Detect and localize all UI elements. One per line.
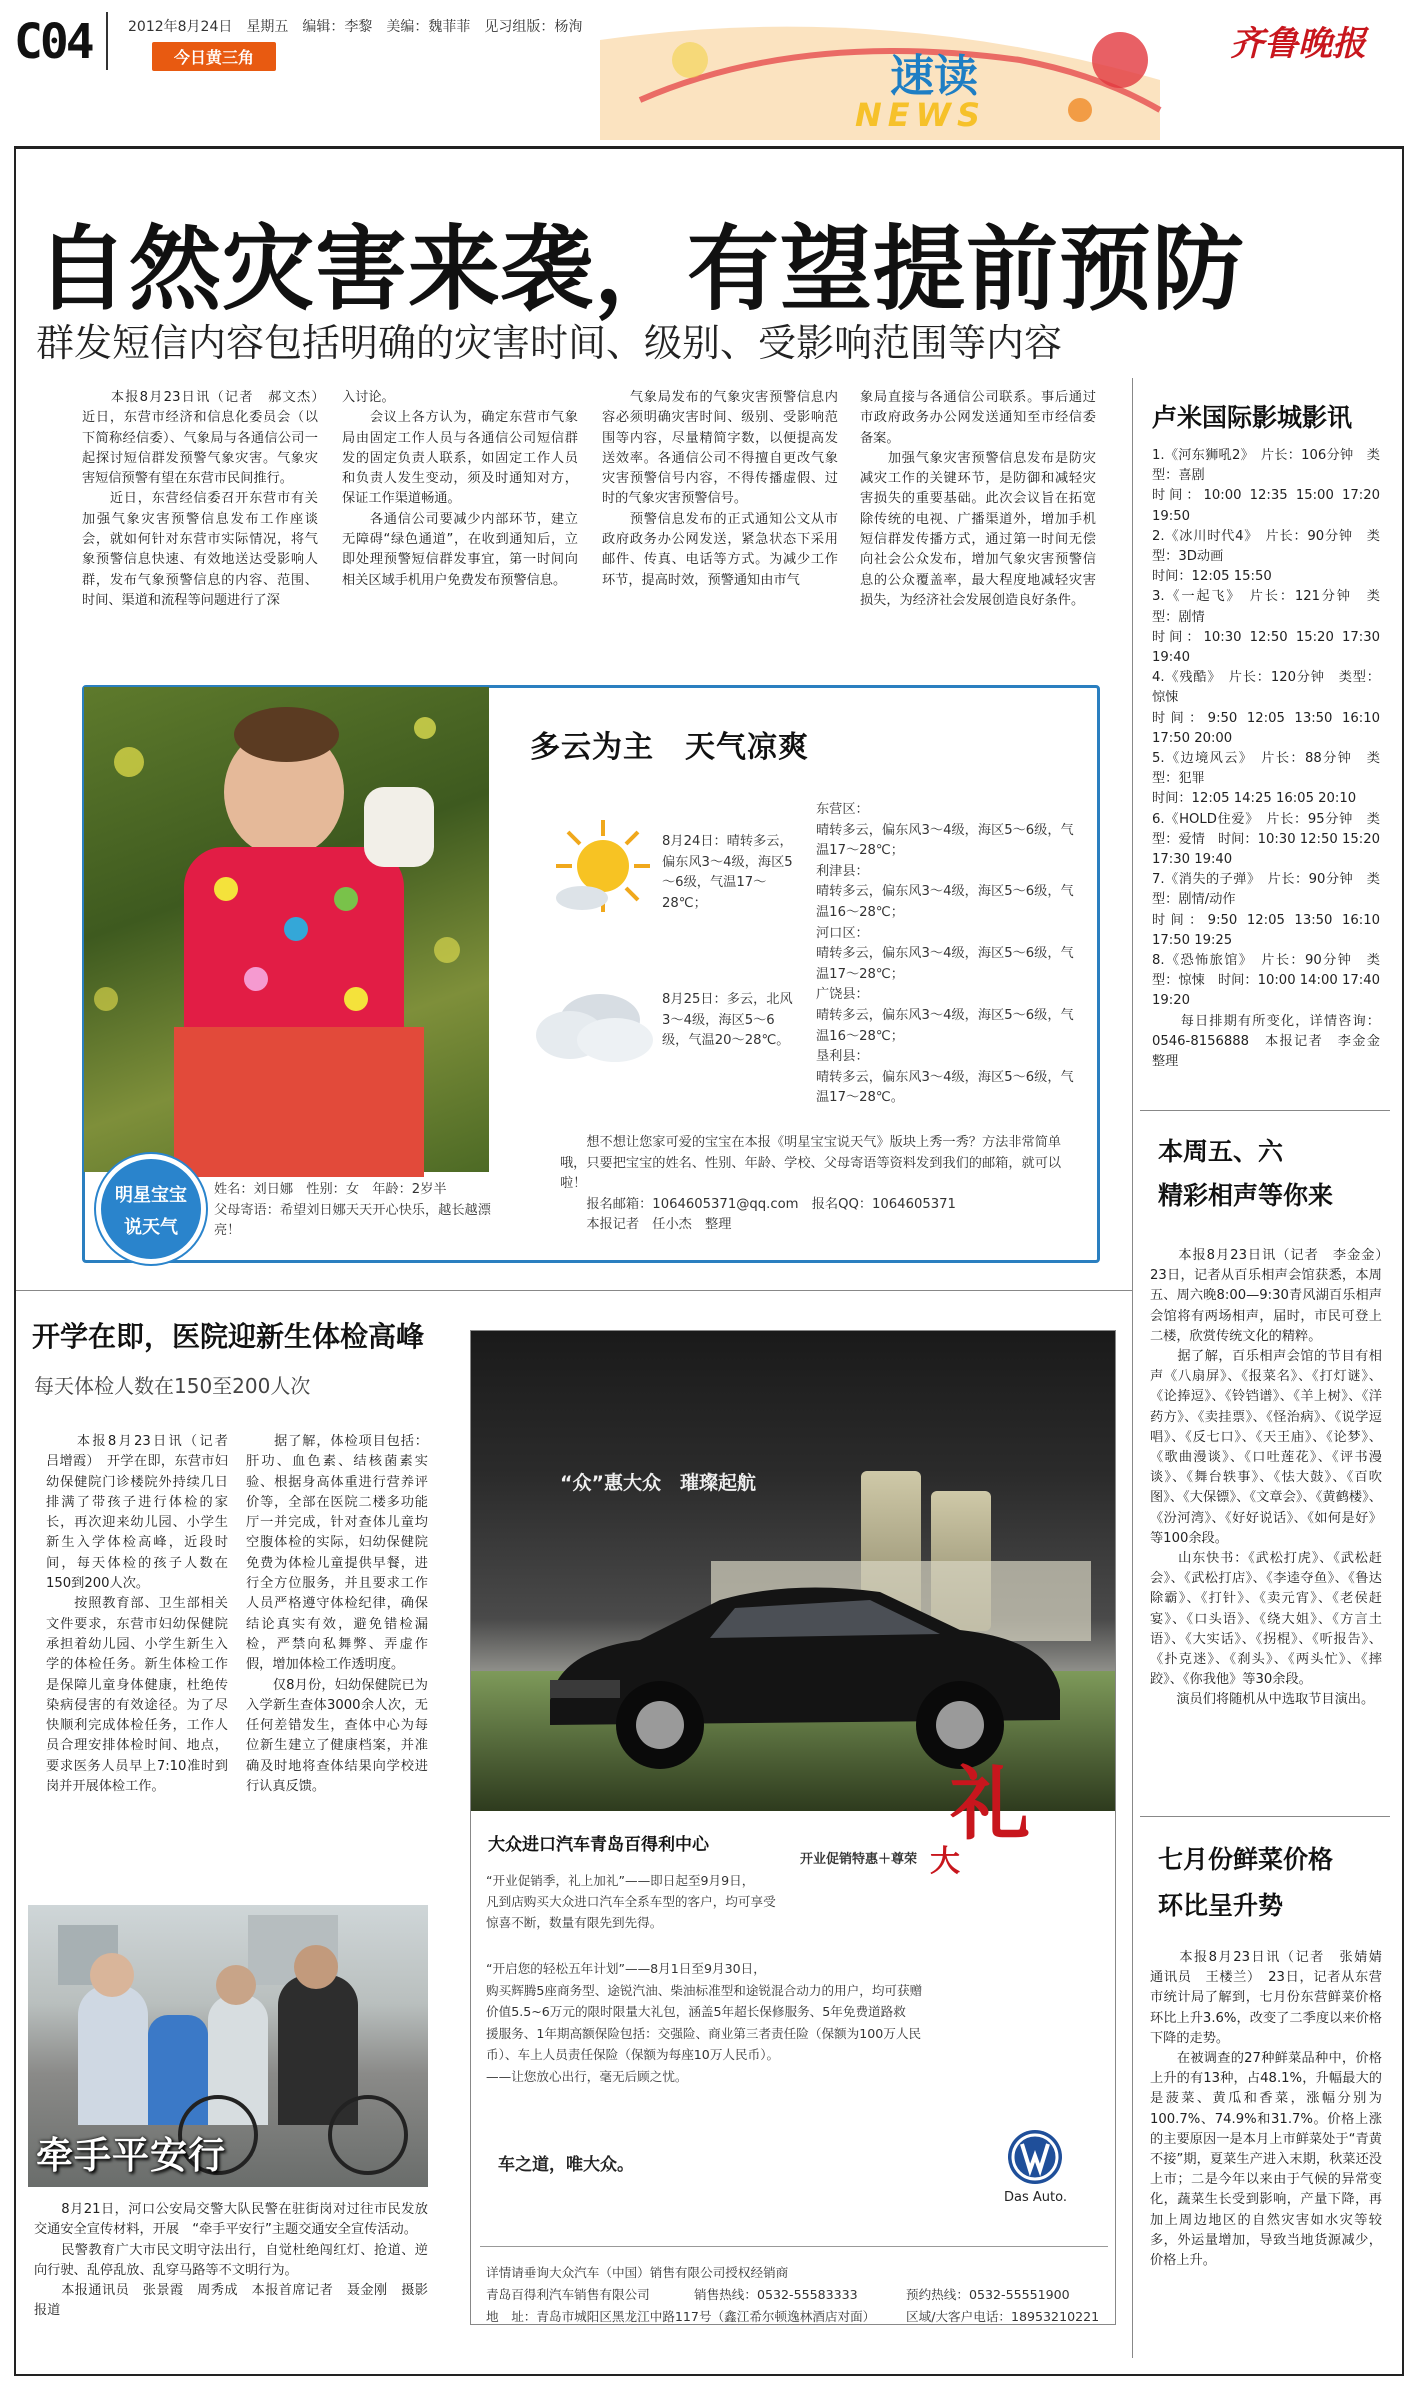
mid-rule bbox=[16, 1290, 1132, 1291]
sidebar-rule-2 bbox=[1140, 1816, 1390, 1817]
ad-footer-booking: 预约热线：0532-55551900 bbox=[906, 2287, 1070, 2302]
header-divider bbox=[106, 12, 108, 70]
health-col-2: 据了解，体检项目包括：肝功、血色素、结核菌素实验、根据身高体重进行营养评价等，全部在医院二楼多功能厅一并完成，针对查体儿童均空腹体检的实际，妇幼保健院免费为体检儿童提供早餐，进行全方位服务，并且要求工作人员严格遵守体检纪律，确保结论真实有效，避免错检漏检，严禁向私舞弊、弄虚作假，增加体检工作透明度。 仅8月份，妇幼保健院已为入学新生查体3000余人次，无任何差错发生，查体中心为每位新生建立了健康档案，并准确及时地将查体结果向学校进行认真反馈。 bbox=[246, 1434, 428, 1795]
main-col-3: 气象局发布的气象灾害预警信息内容必须明确灾害时间、级别、受影响范围等内容，尽量精简字数，以便提高发送效率。各通信公司不得擅自更改气象灾害预警信号内容，不得传播虚假、过时的气象灾害预警信号。 预警信息发布的正式通知公文从市政府政务办公网发送，紧急状态下采用邮件、传真、电话等方式。为减少工作环节，提高时效，预警通知由市气 bbox=[602, 390, 838, 588]
right-border bbox=[1402, 146, 1404, 2376]
vw-logo-icon bbox=[1006, 2128, 1064, 2186]
sidebar-rule-1 bbox=[1140, 1110, 1390, 1111]
header-meta: 2012年8月24日 星期五 编辑：李黎 美编：魏菲菲 见习组版：杨洵 bbox=[128, 19, 583, 35]
ad-footer-vip: 区域/大客户电话：18953210221 bbox=[906, 2309, 1100, 2324]
xiangsheng-title-1: 本周五、六 bbox=[1158, 1137, 1284, 1166]
health-title: 开学在即，医院迎新生体检高峰 bbox=[32, 1320, 425, 1353]
baby-call: 想不想让您家可爱的宝宝在本报《明星宝宝说天气》版块上秀一秀？方法非常简单哦，只要把宝宝的姓名、性别、年龄、学校、父母寄语等资料发到我们的邮箱，就可以啦！ 报名邮箱：1064605371@qq.com 报名QQ：1064605371 本报记者 任小杰 整理 bbox=[560, 1135, 1062, 1233]
health-col-1: 本报8月23日讯（记者 吕增霞） 开学在即，东营市妇幼保健院门诊楼院外持续几日排满了带孩子进行体检的家长，再次迎来幼儿园、小学生新生入学体检高峰，近段时间，每天体检的孩子人数在150到200人次。 按照教育部、卫生部相关文件要求，东营市妇幼保健院承担着幼儿园、小学生新生入学的体检任务。新生体检工作是保障儿童身体健康，杜绝传染病侵害的有效途径。为了尽快顺利完成体检任务，工作人员合理安排体检时间、地点，要求医务人员早上7:10准时到岗并开展体检工作。 bbox=[46, 1434, 228, 1795]
ad-footer-address: 地 址：青岛市城阳区黑龙江中路117号（鑫江希尔顿逸林酒店对面） bbox=[486, 2309, 876, 2324]
cinema-title: 卢米国际影城影讯 bbox=[1152, 403, 1353, 432]
ad-gift-big: 礼 bbox=[950, 1757, 1030, 1851]
banner-title: 速读 bbox=[890, 51, 978, 102]
vegetables-title-1: 七月份鲜菜价格 bbox=[1158, 1845, 1334, 1874]
newspaper-logo: 齐鲁晚报 bbox=[1230, 24, 1366, 64]
forecast-regions: 东营区： 晴转多云，偏东风3～4级，海区5～6级，气温17～28℃； 利津县： 晴转多云，偏东风3～4级，海区5～6级，气温16～28℃； 河口区： 晴转多云，偏东风3～4级，海区5～6级，气温17～28℃； 广饶县： 晴转多云，偏东风3～4级，海区5～6级，气温16～28℃； 垦利县： 晴转多云，偏东风3～4级，海区5～6级，气温17～28℃。 bbox=[816, 802, 1074, 1106]
xiangsheng-body: 本报8月23日讯（记者 李金金） 23日，记者从百乐相声会馆获悉，本周五、周六晚8:00—9:30青风湖百乐相声会馆将有两场相声，届时，市民可登上二楼，欣赏传统文化的精粹。 据了解，百乐相声会馆的节目有相声《八扇屏》、《报菜名》、《打灯谜》、《论捧逗》、《铃铛谱》、《羊上树》、《洋药方》、《卖挂票》、《怪治病》、《说学逗唱》、《反七口》、《天王庙》、《论梦》、《歌曲漫谈》、《口吐莲花》、《评书漫谈》、《舞台轶事》、《怯大鼓》、《百吹图》、《大保镖》、《文章会》、《黄鹤楼》、《汾河湾》、《好好说话》、《如何是好》等100余段。 山东快书：《武松打虎》、《武松赶会》、《武松打店》、《李逵夺鱼》、《鲁达除霸》、《打针》、《卖元宵》、《老侯赶宴》、《口头语》、《绕大姐》、《方言土语》、《大实话》、《拐棍》、《听报告》、《扑克迷》、《刹头》、《两头忙》、《摔跤》、《你我他》等30余段。 演员们将随机从中选取节目演出。 bbox=[1150, 1248, 1382, 1708]
police-body: 8月21日，河口公安局交警大队民警在驻街岗对过往市民发放交通安全宣传材料，开展 “牵手平安行”主题交通安全宣传活动。 民警教育广大市民文明守法出行，自觉杜绝闯红灯、抢道、逆向行驶、乱停乱放、乱穿马路等不文明行为。 本报通讯员 张景霞 周秀成 本报首席记者 聂金刚 摄影报道 bbox=[34, 2202, 428, 2319]
ad-footer-dealer: 青岛百得利汽车销售有限公司 bbox=[486, 2287, 650, 2302]
health-subtitle: 每天体检人数在150至200人次 bbox=[34, 1374, 311, 1398]
ad-dealer: 大众进口汽车青岛百得利中心 bbox=[488, 1835, 709, 1855]
weather-badge bbox=[96, 1154, 206, 1264]
section-tag: 今日黄三角 bbox=[152, 42, 276, 71]
ad-headline: “众”惠大众 璀璨起航 bbox=[560, 1472, 756, 1494]
left-border bbox=[14, 146, 16, 2376]
ad-footer-sales: 销售热线：0532-55583333 bbox=[694, 2287, 858, 2302]
xiangsheng-title-2: 精彩相声等你来 bbox=[1158, 1181, 1334, 1210]
ad-footer-line1: 详情请垂询大众汽车（中国）销售有限公司授权经销商 bbox=[486, 2265, 789, 2280]
forecast-day-2: 8月25日：多云，北风3～4级，海区5～6级，气温20～28℃。 bbox=[662, 992, 793, 1049]
sidebar-divider bbox=[1132, 378, 1133, 2358]
main-col-1: 本报8月23日讯（记者 郝文杰） 近日，东营市经济和信息化委员会（以下简称经信委）、气象局与各通信公司一起探讨短信群发预警气象灾害。气象灾害短信预警有望在东营市民间推行。 近日，东营经信委召开东营市有关加强气象灾害预警信息发布工作座谈会，就如何针对东营市实际情况，将气象预警信息快速、有效地送达受影响人群，发布气象预警信息的内容、范围、时间、渠道和流程等问题进行了深 bbox=[82, 390, 318, 608]
main-col-4: 象局直接与各通信公司联系。事后通过市政府政务办公网发送通知至市经信委备案。 加强气象灾害预警信息发布是防灾减灾工作的关键环节，是防御和减轻灾害损失的重要基础。此次会议旨在拓宽除传统的电视、广播渠道外，增加手机短信群发传播方式，通过第一时间无偿向社会公众发布，增加气象灾害预警信息的公众覆盖率，最大程度地减轻灾害损失，为经济社会发展创造良好条件。 bbox=[860, 390, 1096, 608]
baby-info: 姓名：刘日娜 性别：女 年龄：2岁半 父母寄语：希望刘日娜天天开心快乐，越长越漂亮！ bbox=[214, 1182, 491, 1239]
weather-title: 多云为主 天气凉爽 bbox=[530, 730, 809, 765]
ad-promo-2: “开启您的轻松五年计划”——8月1日至9月30日， 购买辉腾5座商务型、途锐汽油、柴油标准型和途锐混合动力的用户，均可获赠 价值5.5~6万元的限时限量大礼包，涵盖5年超长保修服务、5年免费道路救 援服务、1年期高额保险包括：交强险、商业第三者责任险（保额为100万人民 币）、车上人员责任保险（保额为每座10万人民币）。 ——让您放心出行，毫无后顾之忧。 bbox=[486, 1961, 923, 2084]
main-headline: 自然灾害来袭，有望提前预防 bbox=[36, 216, 1246, 323]
forecast-day-1: 8月24日：晴转多云，偏东风3～4级，海区5～6级，气温17～28℃； bbox=[662, 834, 793, 911]
vegetables-body: 本报8月23日讯（记者 张婧婧 通讯员 王楼兰） 23日，记者从东营市统计局了解到，七月份东营鲜菜价格环比上升3.6%，改变了二季度以来价格下降的走势。 在被调查的27种鲜菜品种中，价格上升的有13种，占48.1%，升幅最大的是菠菜、黄瓜和香菜，涨幅分别为100.7%、74.9%和31.7%。价格上涨的主要原因一是本月上市鲜菜处于“青黄不接”期，夏菜生产进入末期，秋菜还没上市；二是今年以来由于气候的异常变化，蔬菜生长受到影响，产量下降，再加上周边地区的自然灾害如水灾等较多，外运量增加，导致当地货源减少，价格上升。 bbox=[1150, 1950, 1382, 2269]
ad-gift-small: 大 bbox=[930, 1844, 960, 1879]
ad-brand: Das Auto. bbox=[1004, 2190, 1067, 2205]
sun-icon bbox=[548, 816, 658, 916]
ad-promo-1: “开业促销季，礼上加礼”——即日起至9月9日， 凡到店购买大众进口汽车全系车型的客户，均可享受 惊喜不断，数量有限先到先得。 bbox=[486, 1873, 776, 1930]
header-rule bbox=[14, 146, 1404, 149]
main-col-2: 入讨论。 会议上各方认为，确定东营市气象局由固定工作人员与各通信公司短信群发的固定负责人联系，如固定工作人员和负责人发生变动，须及时通知对方，保证工作渠道畅通。 各通信公司要减少内部环节，建立无障碍“绿色通道”，在收到通知后，立即处理预警短信群发事宜，第一时间向相关区域手机用户免费发布预警信息。 bbox=[342, 390, 578, 588]
badge-line-2: 说天气 bbox=[124, 1217, 178, 1238]
ad-promo-label: 开业促销特惠＋尊荣 bbox=[800, 1852, 918, 1867]
banner-en: NEWS bbox=[855, 96, 986, 134]
page-number: C04 bbox=[14, 14, 92, 70]
bottom-rule bbox=[14, 2374, 1404, 2376]
police-caption: 牵手平安行 bbox=[36, 2134, 226, 2177]
vegetables-title-2: 环比呈升势 bbox=[1158, 1891, 1284, 1920]
main-subtitle: 群发短信内容包括明确的灾害时间、级别、受影响范围等内容 bbox=[36, 321, 1063, 365]
ad-slogan: 车之道，唯大众。 bbox=[498, 2155, 634, 2175]
cinema-body: 1.《河东狮吼2》 片长：106分钟 类型：喜剧 时间：10:00 12:35 15:00 17:20 19:50 2.《冰川时代4》 片长：90分钟 类型：3D动画 时间：12:05 15:50 3.《一起飞》 片长：121分钟 类型：剧情 时间：10:30 12:50 15:20 17:30 19:40 4.《残酷》 片长：120分钟 类型：惊悚 时间：9:50 12:05 13:50 16:10 17:50 20:00 5.《边境风云》 片长：88分钟 类型：犯罪 时间：12:05 14:25 16:05 20:10 6.《HOLD住爱》 片长：95分钟 类型：爱情 时间：10:30 12:50 15:20 17:30 19:40 7.《消失的子弹》 片长：90分钟 类型：剧情/动作 时间：9:50 12:05 13:50 16:10 17:50 19:25 8.《恐怖旅馆》 片长：90分钟 类型：惊悚 时间：10:00 14:00 17:40 19:20 每日排期有所变化，详情咨询：0546-8156888 本报记者 李金金 整理 bbox=[1152, 448, 1380, 1070]
ad-footer-rule bbox=[480, 2246, 1108, 2247]
cloud-icon bbox=[530, 980, 660, 1070]
badge-line-1: 明星宝宝 bbox=[115, 1185, 187, 1206]
baby-photo bbox=[84, 687, 489, 1172]
